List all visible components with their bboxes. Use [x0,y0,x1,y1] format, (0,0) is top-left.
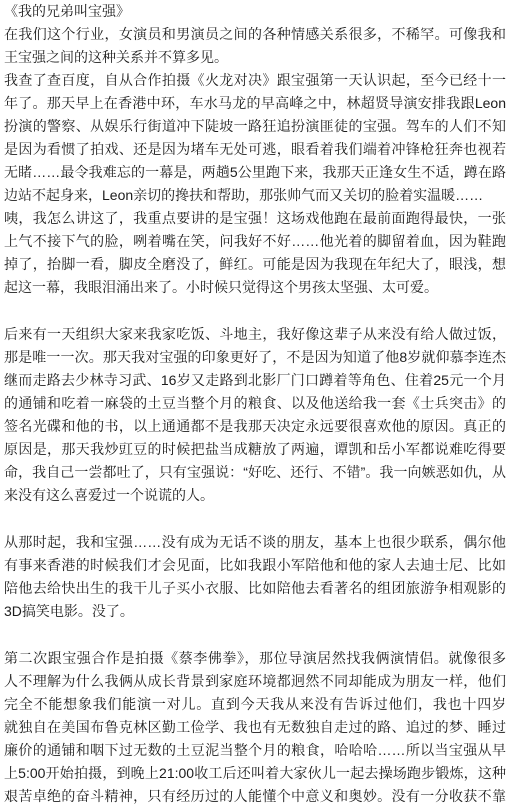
text-line: 掉了，抬脚一看，脚皮全磨没了，鲜红。可能是因为我现在年纪大了，眼浅，想 [4,256,506,272]
text-line: 上气不接下气的脸，咧着嘴在笑，问我好不好……他光着的脚留着血，因为鞋跑 [4,233,506,249]
paragraph-block [4,323,506,507]
paragraph [4,647,506,808]
text-line: 我查了查百度，自从合作拍摄《火龙对决》跟宝强第一天认识起，至今已经十一 [4,72,506,88]
text-line: 第二次跟宝强合作是拍摄《蔡李佛拳》，那位导演居然找我俩演情侣。就像很多 [4,650,506,666]
text-line: 年了。那天早上在香港中环，车水马龙的早高峰之中，林超贤导演安排我跟Leon [4,95,506,111]
text-line: 是因为看惯了拍戏、还是因为堵车无处可逃，眼看着我们端着冲锋枪狂奔也视若 [4,141,506,157]
text-line: 的通铺和吃着一麻袋的土豆当整个月的粮食、以及他送给我一套《士兵突击》的 [4,395,506,411]
text-line: 原因是，那天我炒豇豆的时候把盐当成糖放了两遍，谭凯和岳小军都说难吃得要 [4,441,506,457]
text-line: 来没有这么喜爱过一个说谎的人。 [4,487,214,503]
text-line: 就独自在美国布鲁克林区勤工俭学、我也有无数独自走过的路、追过的梦、睡过 [4,719,506,735]
article-title: 《我的兄弟叫宝强》 [4,3,130,19]
text-line: 扮演的警察、从娱乐行街道冲下陡坡一路狂追扮演匪徒的宝强。驾车的人们不知 [4,118,506,134]
article-body [4,0,506,808]
text-line: 完全不能想象我们能演一对儿。直到今天我从来没有告诉过他们，我也十四岁 [4,696,506,712]
text-line: 廉价的通铺和咽下过无数的土豆泥当整个月的粮食，哈哈哈……所以当宝强从早 [4,742,506,758]
paragraph-block [4,647,506,808]
text-line: 在我们这个行业，女演员和男演员之间的各种情感关系很多，不稀罕。可像我和 [4,26,506,42]
paragraph [4,207,506,299]
text-line: 有事来香港的时候我们才会见面，比如我跟小军陪他和他的家人去迪士尼、比如 [4,557,506,573]
text-line: 人不理解为什么我俩从成长背景到家庭环境都迥然不同却能成为朋友一样，他们 [4,673,506,689]
text-line: 起这一幕，我眼泪涌出来了。小时候只觉得这个男孩太坚强、太可爱。 [4,279,438,295]
text-line: 上5:00开始拍摄，到晚上21:00收工后还叫着大家伙儿一起去操场跑步锻炼，这种 [4,765,506,781]
text-line: 3D搞笑电影。没了。 [4,603,134,619]
text-line: 边站不起身来，Leon亲切的搀扶和帮助，那张帅气而又关切的脸着实温暖…… [4,187,484,203]
text-line: 陪他去给快出生的我干儿子买小衣服、比如陪他去看著名的组团旅游争相观影的 [4,580,506,596]
text-line: 后来有一天组织大家来我家吃饭、斗地主，我好像这辈子从来没有给人做过饭， [4,326,506,342]
text-line: 艰苦卓绝的奋斗精神，只有经历过的人能懂个中意义和奥妙。没有一分收获不靠 [4,788,506,804]
text-line: 无睹……最令我难忘的一幕是，两趟5公里跑下来，我那天正逢女生不适，蹲在路 [4,164,506,180]
paragraph [4,323,506,507]
paragraph [4,69,506,207]
paragraph [4,531,506,623]
text-line: 命，我自己一尝都吐了，只有宝强说：“好吃、还行、不错”。我一向嫉恶如仇，从 [4,464,506,480]
text-line: 继而走路去少林寺习武、16岁又走路到北影厂门口蹲着等角色、住着25元一个月 [4,372,506,388]
text-line: 咦，我怎么讲这了，我重点要讲的是宝强！这场戏他跑在最前面跑得最快，一张 [4,210,506,226]
paragraph [4,23,506,69]
paragraph-block [4,23,506,299]
paragraph-block [4,531,506,623]
text-line: 签名光碟和他的书，以上通通都不是我那天决定永远要很喜欢他的原因。真正的 [4,418,506,434]
text-line: 王宝强之间的这种关系并不算多见。 [4,49,228,65]
text-line: 那是唯一一次。那天我对宝强的印象更好了，不是因为知道了他8岁就仰慕李连杰 [4,349,506,365]
text-line: 从那时起，我和宝强……没有成为无话不谈的朋友，基本上也很少联系，偶尔他 [4,534,506,550]
